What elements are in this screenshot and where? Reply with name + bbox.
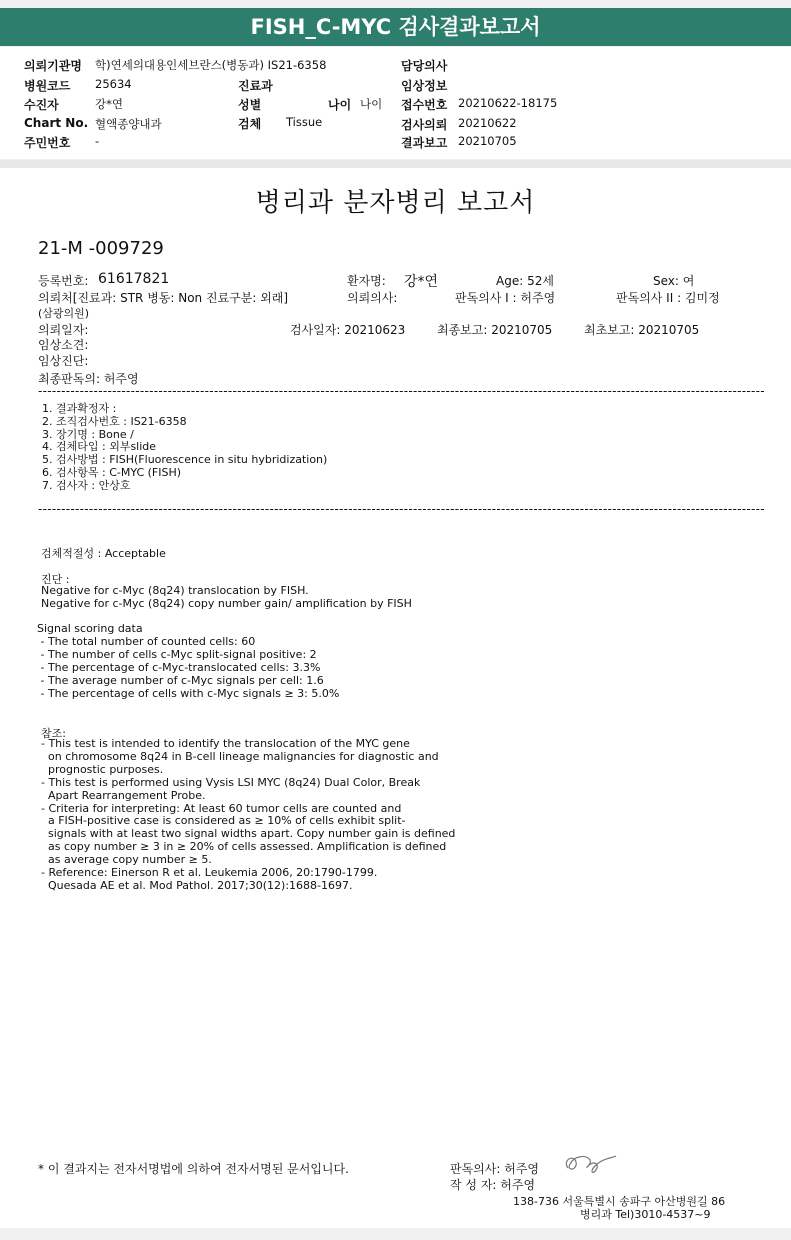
hdr-label-age: 나이 <box>328 98 352 112</box>
req-doctor-field: 의뢰의사: <box>347 291 398 305</box>
hdr-label-doctor: 담당의사 <box>401 59 448 73</box>
reference-line: - This test is performed using Vysis LSI MYC (8q24) Dual Color, Break <box>41 775 421 789</box>
footer-address: 138-736 서울특별시 송파구 아산병원길 86 <box>513 1195 726 1208</box>
pathologist2-field: 판독의사 II : 김미정 <box>616 291 720 305</box>
hdr-label-resident-no: 주민번호 <box>24 136 71 150</box>
exam-item: 7. 검사자 : 안상호 <box>42 478 131 492</box>
reference-list <box>41 738 455 893</box>
hdr-label-specimen: 검체 <box>238 117 262 131</box>
hdr-value-specimen: Tissue <box>286 115 323 129</box>
hdr-label-sex: 성별 <box>238 98 262 112</box>
exam-item: 4. 검체타입 : 외부slide <box>42 440 157 454</box>
hdr-value-request-date: 20210622 <box>458 116 517 130</box>
hdr-value-age: 나이 <box>360 97 383 111</box>
exam-date-field: 검사일자: 20210623 <box>290 323 406 337</box>
clinical-findings-field: 임상소견: <box>38 338 89 352</box>
reference-line: Quesada AE et al. Mod Pathol. 2017;30(12):1688-1697. <box>41 878 353 892</box>
patient-label: 환자명: <box>347 274 386 288</box>
reg-value: 61617821 <box>98 271 170 287</box>
signal-list <box>37 635 339 700</box>
final-reader-field: 최종판독의: 허주영 <box>38 372 139 386</box>
hdr-label-patient: 수진자 <box>24 98 59 112</box>
hdr-label-result-date: 결과보고 <box>401 136 448 150</box>
exam-item: 1. 결과확정자 : <box>42 402 117 415</box>
hdr-label-hospital-code: 병원코드 <box>24 79 71 93</box>
report-body <box>0 168 791 1228</box>
exam-items-list <box>42 403 442 493</box>
hdr-value-result-date: 20210705 <box>458 134 517 148</box>
pathologist1-field: 판독의사 I : 허주영 <box>455 291 556 305</box>
age-field: Age: 52세 <box>496 274 554 288</box>
diagnosis-label: 진단 : <box>41 573 70 586</box>
header-panel <box>0 47 791 159</box>
hdr-value-institution: 학)연세의대용인세브란스(병동과) IS21-6358 <box>95 58 327 72</box>
patient-value: 강*연 <box>404 274 439 290</box>
footer-tel: 병리과 Tel)3010-4537~9 <box>580 1208 711 1221</box>
reference-line: as copy number ≥ 3 in ≥ 20% of cells assessed. Amplification is defined <box>41 840 447 854</box>
reference-label: 참조: <box>41 727 66 740</box>
signature-image <box>560 1150 620 1178</box>
reference-line: a FISH-positive case is considered as ≥ 10% of cells exhibit split- <box>41 814 406 828</box>
hdr-label-department: 진료과 <box>238 79 273 93</box>
hdr-label-chart-no: Chart No. <box>24 116 89 130</box>
first-report-field: 최초보고: 20210705 <box>584 323 700 337</box>
footer-writer: 작 성 자: 허주영 <box>450 1178 536 1192</box>
reference-line: prognostic purposes. <box>41 762 164 776</box>
signal-item: - The average number of c-Myc signals per cell: 1.6 <box>37 674 324 687</box>
requester-sub: (삼광의원) <box>38 307 90 320</box>
signal-label: Signal scoring data <box>37 622 143 635</box>
report-number: 21-M -009729 <box>38 238 164 259</box>
signal-item: - The percentage of cells with c-Myc signals ≥ 3: 5.0% <box>37 687 340 700</box>
signal-item: - The total number of counted cells: 60 <box>37 635 256 648</box>
exam-item: 3. 장기명 : Bone / <box>42 427 134 441</box>
clinical-diagnosis-field: 임상진단: <box>38 354 89 368</box>
hdr-value-chart-no: 혈액종양내과 <box>95 117 162 131</box>
reg-label: 등록번호: <box>38 274 89 288</box>
reference-line: - This test is intended to identify the translocation of the MYC gene <box>41 737 410 750</box>
hdr-label-clinical-info: 임상정보 <box>401 79 448 93</box>
pathology-report-title: 병리과 분자병리 보고서 <box>255 188 536 218</box>
req-date-field: 의뢰일자: <box>38 323 89 337</box>
dashed-separator-bottom: ------------------------------------------------------------------------------------------------------------------------------------------------------------- <box>38 502 765 516</box>
hdr-value-patient: 강*연 <box>95 97 123 111</box>
hdr-value-receipt-no: 20210622-18175 <box>458 96 558 110</box>
hdr-label-request-date: 검사의뢰 <box>401 118 448 132</box>
reference-line: - Reference: Einerson R et al. Leukemia 2006, 20:1790-1799. <box>41 866 378 880</box>
hdr-label-institution: 의뢰기관명 <box>24 59 82 73</box>
signal-item: - The number of cells c-Myc split-signal positive: 2 <box>37 648 317 661</box>
exam-item: 2. 조직검사번호 : IS21-6358 <box>42 414 187 428</box>
reference-line: Apart Rearrangement Probe. <box>41 788 206 802</box>
hdr-value-resident-no: - <box>95 134 100 148</box>
exam-item: 6. 검사항목 : C-MYC (FISH) <box>42 465 182 479</box>
reference-line: on chromosome 8q24 in B-cell lineage malignancies for diagnostic and <box>41 749 439 763</box>
adequacy-field: 검체적절성 : Acceptable <box>41 547 166 560</box>
header-divider <box>0 160 791 168</box>
sex-field: Sex: 여 <box>653 274 695 288</box>
footer-reader: 판독의사: 허주영 <box>450 1162 540 1176</box>
exam-item: 5. 검사방법 : FISH(Fluorescence in situ hybridization) <box>42 453 328 467</box>
diagnosis-line: Negative for c-Myc (8q24) translocation by FISH. <box>41 584 309 597</box>
diagnosis-line: Negative for c-Myc (8q24) copy number gain/ amplification by FISH <box>41 597 412 610</box>
e-signature-note: * 이 결과지는 전자서명법에 의하여 전자서명된 문서입니다. <box>38 1162 349 1176</box>
hdr-value-hospital-code: 25634 <box>95 77 132 91</box>
reference-line: signals with at least two signal widths apart. Copy number gain is defined <box>41 827 456 841</box>
dashed-separator-top: ------------------------------------------------------------------------------------------------------------------------------------------------------------- <box>38 384 765 398</box>
requester-field: 의뢰처[진료과: STR 병동: Non 진료구분: 외래] <box>38 291 289 305</box>
reference-line: as average copy number ≥ 5. <box>41 853 212 867</box>
hdr-label-receipt-no: 접수번호 <box>401 98 448 112</box>
signal-item: - The percentage of c-Myc-translocated cells: 3.3% <box>37 661 321 674</box>
report-title-bar <box>0 8 791 46</box>
reference-line: - Criteria for interpreting: At least 60 tumor cells are counted and <box>41 801 402 815</box>
report-title: FISH_C-MYC 검사결과보고서 <box>250 15 541 39</box>
final-report-field: 최종보고: 20210705 <box>437 323 553 337</box>
